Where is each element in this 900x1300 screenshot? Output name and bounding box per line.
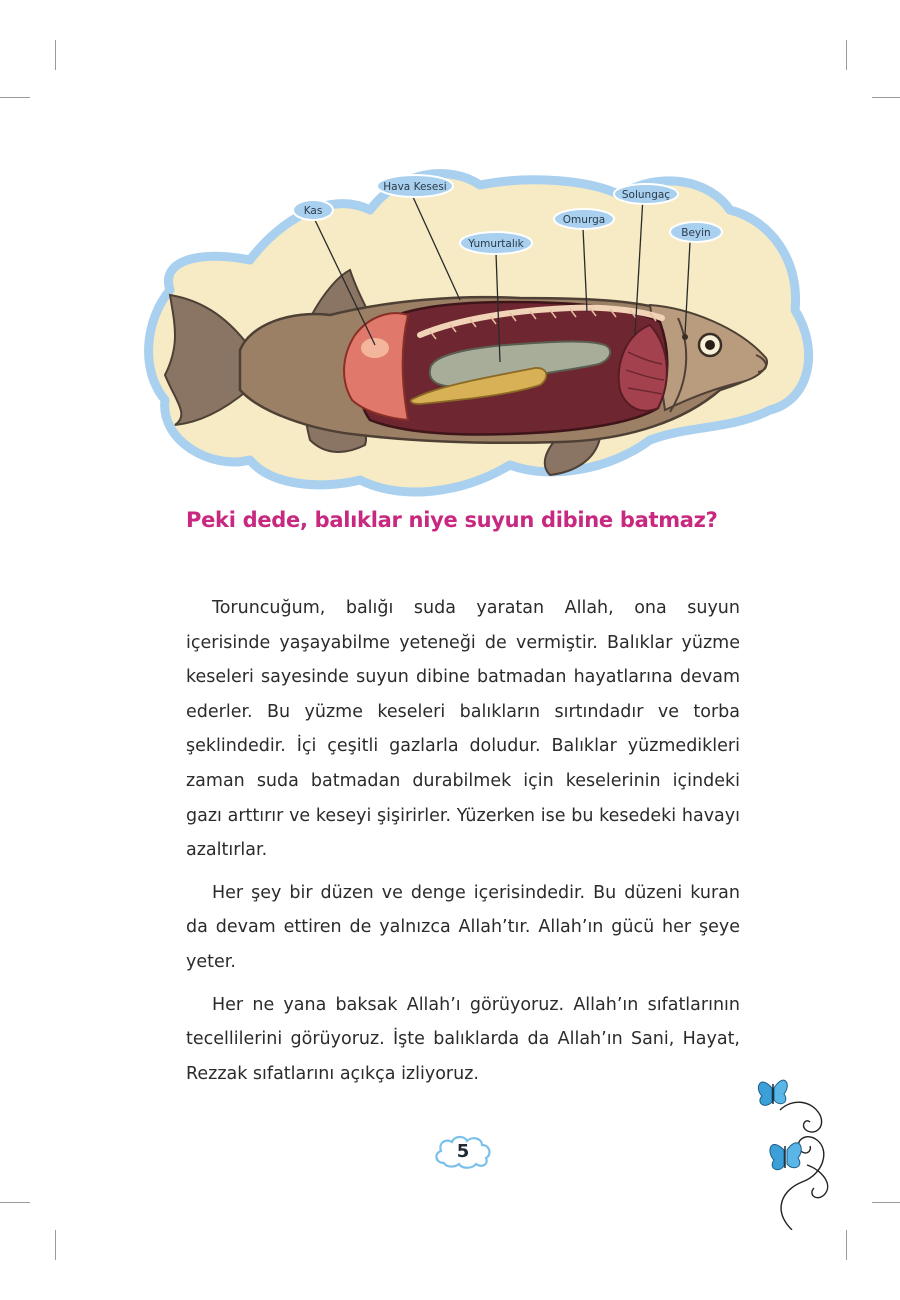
crop-mark — [55, 1230, 56, 1260]
label-solungac — [614, 184, 678, 204]
butterfly-ornament — [752, 1070, 842, 1230]
question-heading: Peki dede, balıklar niye suyun dibine batmaz? — [186, 508, 718, 532]
label-kas — [293, 200, 333, 220]
label-solungac-text: Solungaç — [621, 189, 671, 201]
label-yumurtalik — [460, 232, 532, 254]
crop-mark — [872, 97, 900, 98]
label-hava-kesesi-text: Hava Kesesi — [383, 181, 447, 193]
butterfly-swirl-decoration — [752, 1070, 842, 1230]
crop-mark — [0, 97, 30, 98]
pupil — [705, 340, 715, 350]
label-omurga-text: Omurga — [562, 214, 606, 226]
label-kas-text: Kas — [303, 205, 323, 217]
crop-mark — [846, 40, 847, 70]
page-number: 5 — [456, 1141, 470, 1162]
crop-mark — [846, 1230, 847, 1260]
butterfly-bottom-icon — [770, 1143, 801, 1170]
crop-mark — [55, 40, 56, 70]
fish-anatomy-illustration — [130, 150, 820, 510]
paragraph: Her ne yana baksak Allah’ı görüyoruz. Allah’ın sıfatlarının tecellilerini görüyoruz. İşte balıklarda da Allah’ın Sani, Hayat, Rezzak sıfatlarını açıkça izliyoruz. — [186, 994, 740, 1084]
label-beyin — [670, 222, 722, 242]
crop-mark — [0, 1202, 30, 1203]
label-yumurtalik-text: Yumurtalık — [468, 238, 524, 250]
label-omurga — [554, 209, 614, 229]
page-number-badge — [432, 1133, 494, 1171]
paragraph: Her şey bir düzen ve denge içerisindedir. Bu düzeni kuran da devam ettiren de yalnızca Allah’tır. Allah’ın gücü her şeye yeter. — [186, 882, 740, 972]
crop-mark — [872, 1202, 900, 1203]
paragraph: Toruncuğum, balığı suda yaratan Allah, ona suyun içerisinde yaşayabilme yeteneği de vermiştir. Balıklar yüzme keseleri sayesinde suyun dibine batmadan hayatlarına devam ederler. Bu yüzme keseleri balıkların sırtındadır ve torba şeklindedir. İçi çeşitli gazlarla doludur. Balıklar yüzmedikleri zaman suda batmadan durabilmek için keselerinin içindeki gazı arttırır ve keseyi şişirirler. Yüzerken ise bu kesedeki havayı azaltırlar. — [186, 598, 740, 861]
label-hava-kesesi — [377, 175, 453, 197]
body-text — [186, 591, 740, 1099]
label-beyin-text: Beyin — [681, 227, 711, 239]
muscle-highlight — [361, 338, 389, 358]
butterfly-top-icon — [758, 1080, 787, 1105]
